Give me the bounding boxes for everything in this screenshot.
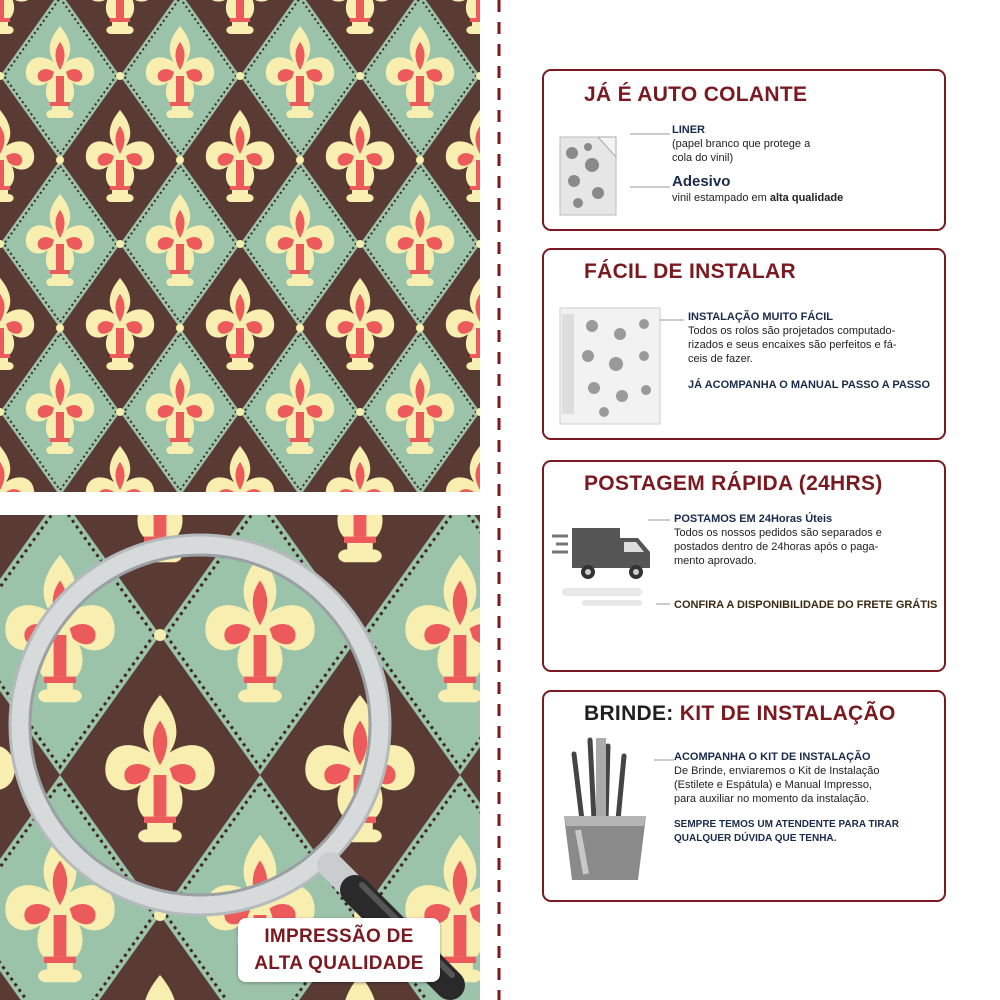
frete-note-block xyxy=(674,598,937,612)
leader-line xyxy=(654,758,674,762)
kit-line-1: De Brinde, enviaremos o Kit de Instalação xyxy=(674,765,880,777)
leader-lines xyxy=(648,518,672,608)
liner-line-2: cola do vinil) xyxy=(672,152,734,164)
adesivo-block xyxy=(672,173,843,205)
quality-badge xyxy=(238,918,440,982)
install-line-3: ceis de fazer. xyxy=(688,353,753,365)
card-title: JÁ É AUTO COLANTE xyxy=(584,83,808,106)
pattern-preview-top xyxy=(0,0,480,492)
kit-label: KIT DE INSTALAÇÃO xyxy=(679,702,896,725)
frete-note: CONFIRA A DISPONIBILIDADE DO FRETE GRÁTIS xyxy=(674,599,938,611)
damask-pattern-image xyxy=(0,0,480,492)
delivery-truck-icon xyxy=(552,518,658,610)
adesivo-bold: alta qualidade xyxy=(769,192,844,204)
kit-block xyxy=(674,750,899,846)
adesivo-text: vinil estampado em xyxy=(672,192,767,204)
leader-line xyxy=(660,318,684,322)
card-title: FÁCIL DE INSTALAR xyxy=(584,260,796,283)
fridge-wrap-icon xyxy=(558,306,662,426)
card-title: POSTAGEM RÁPIDA (24HRS) xyxy=(584,472,883,495)
badge-line-2: ALTA QUALIDADE xyxy=(254,953,424,974)
card-brinde-kit xyxy=(542,690,946,902)
peeling-sticker-icon xyxy=(558,133,618,217)
kit-line-3: para auxiliar no momento da instalação. xyxy=(674,793,870,805)
liner-block xyxy=(672,123,810,165)
shipping-heading: POSTAMOS EM 24Horas Úteis xyxy=(674,513,833,525)
shipping-line-2: postados dentro de 24horas após o paga- xyxy=(674,541,879,553)
kit-line-2: (Estilete e Espátula) e Manual Impresso, xyxy=(674,779,873,791)
card-postagem-rapida xyxy=(542,460,946,672)
card-auto-colante xyxy=(542,69,946,231)
shipping-block xyxy=(674,512,882,568)
kit-note-2: QUALQUER DÚVIDA QUE TENHA. xyxy=(674,833,837,844)
liner-line-1: (papel branco que protege a xyxy=(672,138,811,150)
install-block xyxy=(688,310,930,392)
card-facil-instalar xyxy=(542,248,946,440)
shipping-line-1: Todos os nossos pedidos são separados e xyxy=(674,527,882,539)
install-note: JÁ ACOMPANHA O MANUAL PASSO A PASSO xyxy=(688,379,931,391)
shipping-line-3: mento aprovado. xyxy=(674,555,757,567)
kit-note-1: SEMPRE TEMOS UM ATENDENTE PARA TIRAR xyxy=(674,819,900,830)
install-heading: INSTALAÇÃO MUITO FÁCIL xyxy=(688,311,834,323)
badge-line-1: IMPRESSÃO DE xyxy=(264,926,414,947)
adesivo-title: Adesivo xyxy=(672,173,731,190)
dashed-divider xyxy=(497,0,501,1000)
brinde-label: BRINDE: xyxy=(584,702,674,725)
install-line-1: Todos os rolos são projetados computado- xyxy=(688,325,896,337)
card-title xyxy=(584,702,896,726)
kit-heading: ACOMPANHA O KIT DE INSTALAÇÃO xyxy=(674,751,871,763)
liner-title: LINER xyxy=(672,124,705,136)
tool-cup-icon xyxy=(550,734,660,884)
install-line-2: rizados e seus encaixes são perfeitos e fá- xyxy=(688,339,897,351)
leader-lines xyxy=(622,129,672,209)
